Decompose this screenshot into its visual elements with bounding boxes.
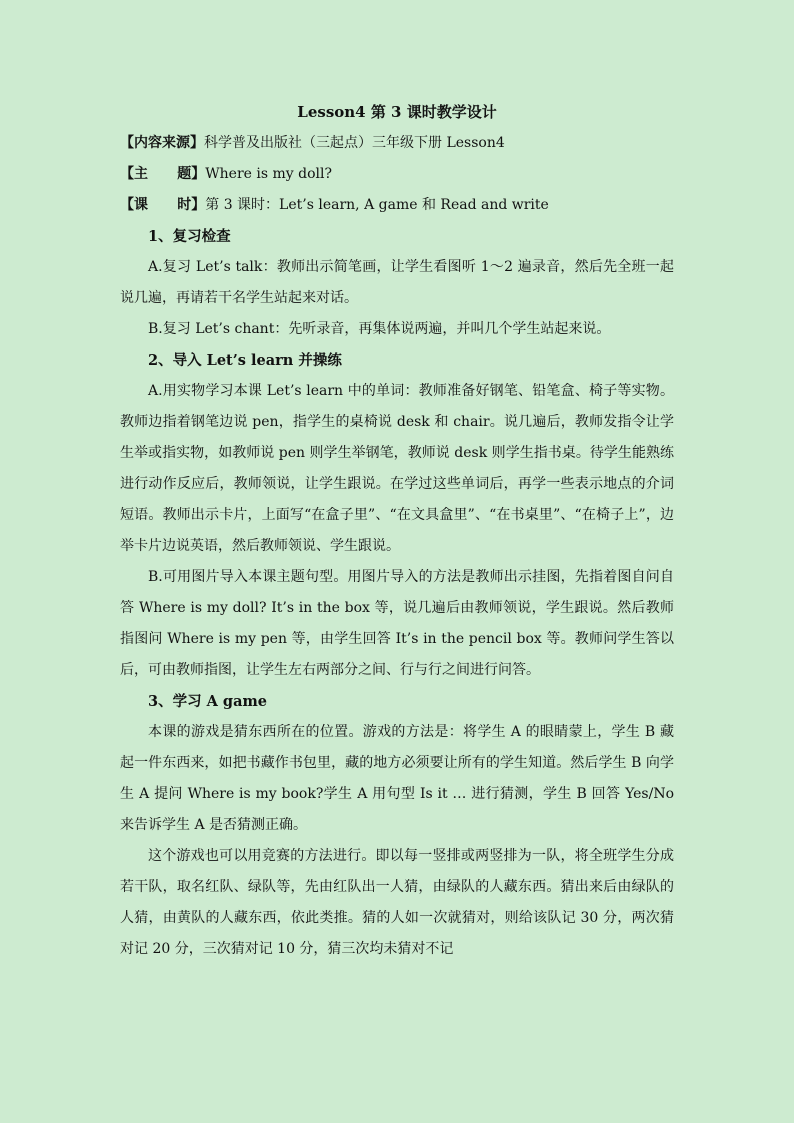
section-heading-learn: 2、导入 Let’s learn 并操练 bbox=[148, 352, 342, 369]
paragraph-game-contest: 这个游戏也可以用竞赛的方法进行。即以每一竖排或两竖排为一队，将全班学生分成若干队，取名红队、绿队等，先由红队出一人猜，由绿队的人藏东西。猜出来后由绿队的人猜，由黄队的人藏东西，依此类推。猜的人如一次就猜对，则给该队记 30 分，两次猜对记 20 分，三次猜对记 10 分，猜三次均未猜对不记 bbox=[120, 848, 674, 957]
paragraph-game-intro: 本课的游戏是猜东西所在的位置。游戏的方法是：将学生 A 的眼睛蒙上，学生 B 藏起一件东西来，如把书藏作书包里，藏的地方必须要让所有的学生知道。然后学生 B 向学生 A 提问 Where is my book?学生 A 用句型 Is it … 进行猜测，学生 B 回答 Yes/No 来告诉学生 A 是否猜测正确。 bbox=[120, 724, 674, 833]
meta-source bbox=[120, 128, 674, 159]
meta-topic-value: Where is my doll? bbox=[205, 166, 332, 182]
document-title: Lesson4 第 3 课时教学设计 bbox=[297, 103, 497, 121]
meta-topic bbox=[120, 159, 674, 190]
meta-source-value: 科学普及出版社（三起点）三年级下册 Lesson4 bbox=[204, 135, 505, 151]
paragraph-review-b: B.复习 Let’s chant：先听录音，再集体说两遍，并叫几个学生站起来说。 bbox=[148, 321, 611, 337]
meta-period bbox=[120, 190, 674, 221]
section-heading-game: 3、学习 A game bbox=[148, 693, 268, 710]
meta-period-value: 第 3 课时：Let’s learn, A game 和 Read and write bbox=[205, 197, 549, 213]
section-heading-review: 1、复习检查 bbox=[148, 228, 231, 245]
meta-period-key: 【课 时】 bbox=[120, 197, 206, 213]
paragraph-review-a: A.复习 Let’s talk：教师出示简笔画，让学生看图听 1～2 遍录音，然后先全班一起说几遍，再请若干名学生站起来对话。 bbox=[120, 259, 674, 306]
meta-source-key: 【内容来源】 bbox=[120, 135, 204, 151]
meta-topic-key: 【主 题】 bbox=[120, 166, 206, 182]
paragraph-learn-b: B.可用图片导入本课主题句型。用图片导入的方法是教师出示挂图，先指着图自问自答 Where is my doll? It’s in the box 等，说几遍后由教师领说，学生跟说。然后教师指图问 Where is my pen 等，由学生回答 It’s in the pencil box 等。教师问学生答以后，可由教师指图，让学生左右两部分之间、行与行之间进行问答。 bbox=[120, 569, 674, 678]
paragraph-learn-a: A.用实物学习本课 Let’s learn 中的单词：教师准备好钢笔、铅笔盒、椅子等实物。教师边指着钢笔边说 pen，指学生的桌椅说 desk 和 chair。说几遍后，教师发指令让学生举或指实物，如教师说 pen 则学生举钢笔，教师说 desk 则学生指书桌。待学生能熟练进行动作反应后，教师领说，让学生跟说。在学过这些单词后，再学一些表示地点的介词短语。教师出示卡片，上面写“在盒子里”、“在文具盒里”、“在书桌里”、“在椅子上”，边举卡片边说英语，然后教师领说、学生跟说。 bbox=[120, 383, 674, 554]
document-page bbox=[120, 98, 674, 965]
